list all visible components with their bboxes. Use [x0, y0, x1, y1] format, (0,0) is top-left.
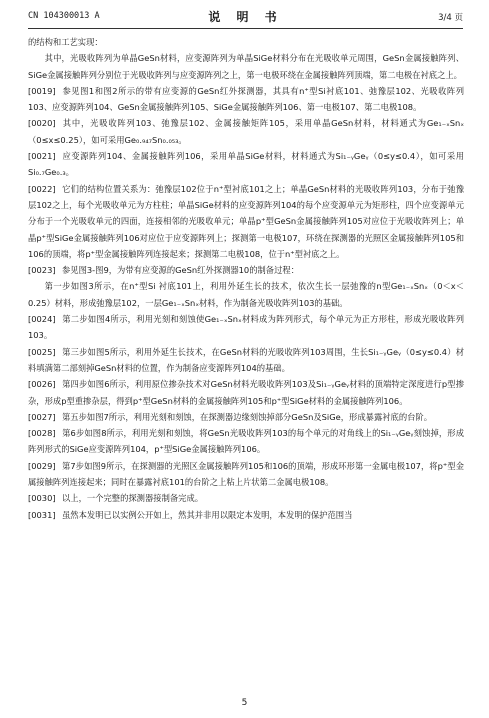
- paragraph-text: 第三步如图5所示，利用外延生长技术，在GeSn材料的光吸收阵列103周围，生长Si₁₋ᵧGeᵧ（0≤y≤0.4）材料填满第二部刻掉GeSn材料的位置，作为制备应变源阵列104的基础。: [28, 346, 464, 373]
- paragraph-number: [0031]: [28, 509, 56, 520]
- page-reference: 3/4 页: [438, 13, 463, 23]
- paragraph: [28, 507, 464, 523]
- paragraph-number: [0024]: [28, 314, 56, 325]
- paragraph: [28, 344, 464, 377]
- paragraph-number: [0021]: [28, 151, 56, 162]
- paragraph: [28, 425, 464, 458]
- paragraph: [28, 181, 464, 262]
- paragraph-text: 参见图1和图2所示的带有应变源的GeSn红外探测器，其具有n⁺型Si衬底101、弛豫层102、光吸收阵列103、应变源阵列104、GeSn金属接触阵列105、SiGe金属接触阵列106、第一电极107、第二电极108。: [28, 85, 464, 113]
- paragraph-text: 应变源阵列104、金属接触阵列106，采用单晶SiGe材料，材料通式为Si₁₋ᵧGeᵧ（0≤y≤0.4），如可采用Si₀.₇Ge₀.₃。: [28, 151, 464, 178]
- paragraph: [28, 490, 464, 506]
- paragraph: [28, 262, 464, 278]
- paragraph-text: 以上，一个完整的探测器接制备完成。: [62, 493, 204, 504]
- paragraph: [28, 34, 464, 50]
- paragraph-number: [0026]: [28, 379, 56, 390]
- header-rule: [28, 28, 463, 29]
- paragraph-text: 第6步如图8所示，利用光刻和刻蚀，将GeSn光吸收阵列103的每个单元的对角线上的Si₁₋ᵧGeᵧ刻蚀掉，形成阵列形式的SiGe应变源阵列104，p⁺型SiGe金属接触阵列106。: [28, 428, 464, 455]
- paragraph: [28, 458, 464, 491]
- document-title: 说 明 书: [208, 10, 283, 24]
- paragraph: [28, 409, 464, 425]
- paragraph-number: [0020]: [28, 118, 56, 129]
- paragraph-text: 其中，光吸收阵列103、弛豫层102、金属接触矩阵105，采用单晶GeSn材料，材料通式为Ge₁₋ₓSnₓ（0≤x≤0.25），如可采用Ge₀.₉₄₇Sn₀.₀₅₃。: [28, 118, 464, 145]
- paragraph: [28, 278, 464, 311]
- paragraph-text: 第五步如图7所示，利用光刻和刻蚀，在探测器边缘刻蚀掉部分GeSn及SiGe，形成暴露衬底的台阶。: [62, 411, 433, 422]
- paragraph-number: [0025]: [28, 346, 56, 357]
- paragraph-text: 参见图3-图9，为带有应变源的GeSn红外探测器10的制备过程：: [62, 265, 299, 276]
- paragraph: [28, 50, 464, 83]
- paragraph-number: [0027]: [28, 411, 56, 422]
- paragraph: [28, 115, 464, 148]
- paragraph-text: 虽然本发明已以实例公开如上，然其并非用以限定本发明，本发明的保护范围当: [62, 509, 353, 520]
- paragraph-text: 第二步如图4所示，利用光刻和刻蚀使Ge₁₋ₓSnₓ材料成为阵列形式，每个单元为正方形柱，形成光吸收阵列103。: [28, 314, 464, 341]
- paragraph-text: 的结构和工艺实现：: [28, 37, 103, 47]
- paragraph-text: 它们的结构位置关系为：弛豫层102位于n⁺型衬底101之上；单晶GeSn材料的光吸收阵列103，分布于弛豫层102之上，每个光吸收单元为方柱柱；单晶SiGe材料的应变源阵列104的每个应变源单元为矩形柱，四个应变源单元分布于一个光吸收单元的四面，连接相邻的光吸收单元；单晶p⁺型GeSn金属接触阵列105对应位于光吸收阵列上；单晶p⁺型SiGe金属接触阵列106对应位于应变源阵列上；探测第一电极107，环绕在探测器的光照区金属接触阵列105和106的顶端，将p⁺型金属接触阵列连接起来；探测第二电极108，位于n⁺型衬底之上。: [28, 183, 464, 259]
- page-number: 5: [241, 698, 248, 708]
- page-header: [28, 8, 463, 26]
- paragraph: [28, 83, 464, 116]
- description-body: [28, 34, 464, 523]
- paragraph-text: 第7步如图9所示，在探测器的光照区金属接触阵列105和106的顶端，形成环形第一金属电极107，将p⁺型金属接触阵列连接起来；同时在暴露衬底101的台阶之上粘上片状第二金属电极108。: [28, 460, 464, 488]
- paragraph-number: [0022]: [28, 183, 56, 194]
- paragraph-number: [0030]: [28, 493, 56, 504]
- paragraph: [28, 148, 464, 181]
- publication-number: CN 104300013 A: [28, 11, 100, 21]
- paragraph-number: [0028]: [28, 428, 56, 439]
- paragraph-number: [0023]: [28, 265, 56, 276]
- paragraph: [28, 311, 464, 344]
- paragraph-text: 其中，光吸收阵列为单晶GeSn材料，应变源阵列为单晶SiGe材料分布在光吸收单元周围，GeSn金属接触阵列、SiGe金属接触阵列分别位于光吸收阵列与应变源阵列之上，第一电极环绕在金属接触阵列顶端，第二电极在衬底之上。: [28, 53, 464, 80]
- paragraph-text: 第一步如图3所示，在n⁺型Si 衬底101上，利用外延生长的技术，依次生长一层弛豫的n型Ge₁₋ₓSnₓ（0＜x＜0.25）材料，形成弛豫层102，一层Ge₁₋ₓSnₓ材料，作为制备光吸收阵列103的基础。: [28, 281, 464, 308]
- paragraph-text: 第四步如图6所示，利用原位掺杂技术对GeSn材料光吸收阵列103及Si₁₋ᵧGeᵧ材料的顶端特定深度进行p型掺杂，形成p型重掺杂层，得到p⁺型GeSn材料的金属接触阵列105和p⁺型SiGe材料的金属接触阵列106。: [28, 379, 464, 406]
- paragraph-number: [0019]: [28, 85, 56, 96]
- paragraph-number: [0029]: [28, 460, 56, 471]
- paragraph: [28, 376, 464, 409]
